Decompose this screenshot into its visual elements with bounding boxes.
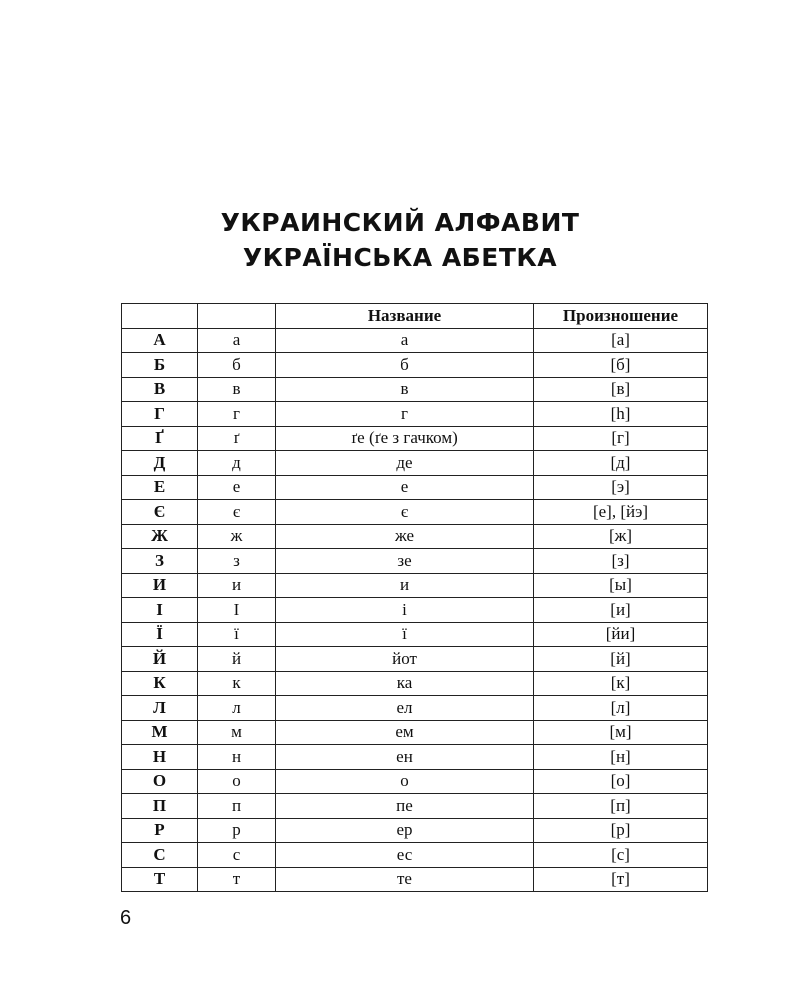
- header-lowercase: [198, 304, 276, 329]
- uppercase-letter: Ж: [122, 524, 198, 549]
- table-row: [122, 328, 708, 353]
- lowercase-letter: о: [198, 769, 276, 794]
- table-row: [122, 451, 708, 476]
- letter-name: в: [276, 377, 534, 402]
- header-uppercase: [122, 304, 198, 329]
- uppercase-letter: С: [122, 843, 198, 868]
- pronunciation: [о]: [534, 769, 708, 794]
- letter-name: е: [276, 475, 534, 500]
- lowercase-letter: ї: [198, 622, 276, 647]
- lowercase-letter: с: [198, 843, 276, 868]
- table-row: [122, 794, 708, 819]
- letter-name: б: [276, 353, 534, 378]
- letter-name: йот: [276, 647, 534, 672]
- letter-name: де: [276, 451, 534, 476]
- table-row: [122, 818, 708, 843]
- table-header-row: [122, 304, 708, 329]
- pronunciation: [з]: [534, 549, 708, 574]
- letter-name: пе: [276, 794, 534, 819]
- pronunciation: [п]: [534, 794, 708, 819]
- pronunciation: [к]: [534, 671, 708, 696]
- pronunciation: [а]: [534, 328, 708, 353]
- pronunciation: [и]: [534, 598, 708, 623]
- pronunciation: [д]: [534, 451, 708, 476]
- table-row: [122, 622, 708, 647]
- letter-name: и: [276, 573, 534, 598]
- lowercase-letter: н: [198, 745, 276, 770]
- table-row: [122, 696, 708, 721]
- lowercase-letter: ж: [198, 524, 276, 549]
- letter-name: і: [276, 598, 534, 623]
- uppercase-letter: Й: [122, 647, 198, 672]
- pronunciation: [ы]: [534, 573, 708, 598]
- header-name: Название: [276, 304, 534, 329]
- pronunciation: [йи]: [534, 622, 708, 647]
- uppercase-letter: В: [122, 377, 198, 402]
- letter-name: ґе (ґе з гачком): [276, 426, 534, 451]
- letter-name: ел: [276, 696, 534, 721]
- pronunciation: [й]: [534, 647, 708, 672]
- uppercase-letter: И: [122, 573, 198, 598]
- uppercase-letter: Т: [122, 867, 198, 892]
- table-row: [122, 524, 708, 549]
- lowercase-letter: й: [198, 647, 276, 672]
- lowercase-letter: І: [198, 598, 276, 623]
- letter-name: те: [276, 867, 534, 892]
- letter-name: а: [276, 328, 534, 353]
- letter-name: ем: [276, 720, 534, 745]
- table-row: [122, 769, 708, 794]
- lowercase-letter: ґ: [198, 426, 276, 451]
- alphabet-table-body: [122, 328, 708, 892]
- table-row: [122, 353, 708, 378]
- pronunciation: [е], [йэ]: [534, 500, 708, 525]
- uppercase-letter: З: [122, 549, 198, 574]
- table-row: [122, 549, 708, 574]
- lowercase-letter: б: [198, 353, 276, 378]
- letter-name: ес: [276, 843, 534, 868]
- letter-name: ка: [276, 671, 534, 696]
- table-row: [122, 647, 708, 672]
- uppercase-letter: К: [122, 671, 198, 696]
- lowercase-letter: м: [198, 720, 276, 745]
- uppercase-letter: Г: [122, 402, 198, 427]
- letter-name: о: [276, 769, 534, 794]
- page-title-ukrainian: УКРАЇНСЬКА АБЕТКА: [242, 243, 558, 272]
- letter-name: ер: [276, 818, 534, 843]
- uppercase-letter: Л: [122, 696, 198, 721]
- table-row: [122, 402, 708, 427]
- uppercase-letter: А: [122, 328, 198, 353]
- uppercase-letter: Е: [122, 475, 198, 500]
- uppercase-letter: Є: [122, 500, 198, 525]
- pronunciation: [в]: [534, 377, 708, 402]
- pronunciation: [б]: [534, 353, 708, 378]
- pronunciation: [р]: [534, 818, 708, 843]
- uppercase-letter: Ґ: [122, 426, 198, 451]
- letter-name: зе: [276, 549, 534, 574]
- table-row: [122, 500, 708, 525]
- pronunciation: [л]: [534, 696, 708, 721]
- lowercase-letter: л: [198, 696, 276, 721]
- lowercase-letter: а: [198, 328, 276, 353]
- lowercase-letter: з: [198, 549, 276, 574]
- uppercase-letter: О: [122, 769, 198, 794]
- page-number: 6: [120, 907, 132, 929]
- lowercase-letter: г: [198, 402, 276, 427]
- pronunciation: [т]: [534, 867, 708, 892]
- table-row: [122, 843, 708, 868]
- lowercase-letter: и: [198, 573, 276, 598]
- alphabet-table: [121, 303, 708, 892]
- header-pronunciation: Произношение: [534, 304, 708, 329]
- uppercase-letter: М: [122, 720, 198, 745]
- table-row: [122, 720, 708, 745]
- table-row: [122, 671, 708, 696]
- pronunciation: [г]: [534, 426, 708, 451]
- table-row: [122, 598, 708, 623]
- pronunciation: [с]: [534, 843, 708, 868]
- lowercase-letter: т: [198, 867, 276, 892]
- uppercase-letter: Р: [122, 818, 198, 843]
- table-row: [122, 867, 708, 892]
- uppercase-letter: Н: [122, 745, 198, 770]
- letter-name: г: [276, 402, 534, 427]
- pronunciation: [ж]: [534, 524, 708, 549]
- letter-name: ї: [276, 622, 534, 647]
- lowercase-letter: д: [198, 451, 276, 476]
- page-title-russian: УКРАИНСКИЙ АЛФАВИТ: [220, 208, 580, 237]
- uppercase-letter: І: [122, 598, 198, 623]
- letter-name: ен: [276, 745, 534, 770]
- uppercase-letter: Б: [122, 353, 198, 378]
- lowercase-letter: р: [198, 818, 276, 843]
- pronunciation: [м]: [534, 720, 708, 745]
- uppercase-letter: Д: [122, 451, 198, 476]
- pronunciation: [h]: [534, 402, 708, 427]
- pronunciation: [н]: [534, 745, 708, 770]
- pronunciation: [э]: [534, 475, 708, 500]
- table-row: [122, 377, 708, 402]
- lowercase-letter: е: [198, 475, 276, 500]
- lowercase-letter: в: [198, 377, 276, 402]
- table-row: [122, 745, 708, 770]
- lowercase-letter: к: [198, 671, 276, 696]
- uppercase-letter: Ї: [122, 622, 198, 647]
- table-row: [122, 573, 708, 598]
- table-row: [122, 475, 708, 500]
- lowercase-letter: п: [198, 794, 276, 819]
- table-row: [122, 426, 708, 451]
- letter-name: же: [276, 524, 534, 549]
- letter-name: є: [276, 500, 534, 525]
- lowercase-letter: є: [198, 500, 276, 525]
- uppercase-letter: П: [122, 794, 198, 819]
